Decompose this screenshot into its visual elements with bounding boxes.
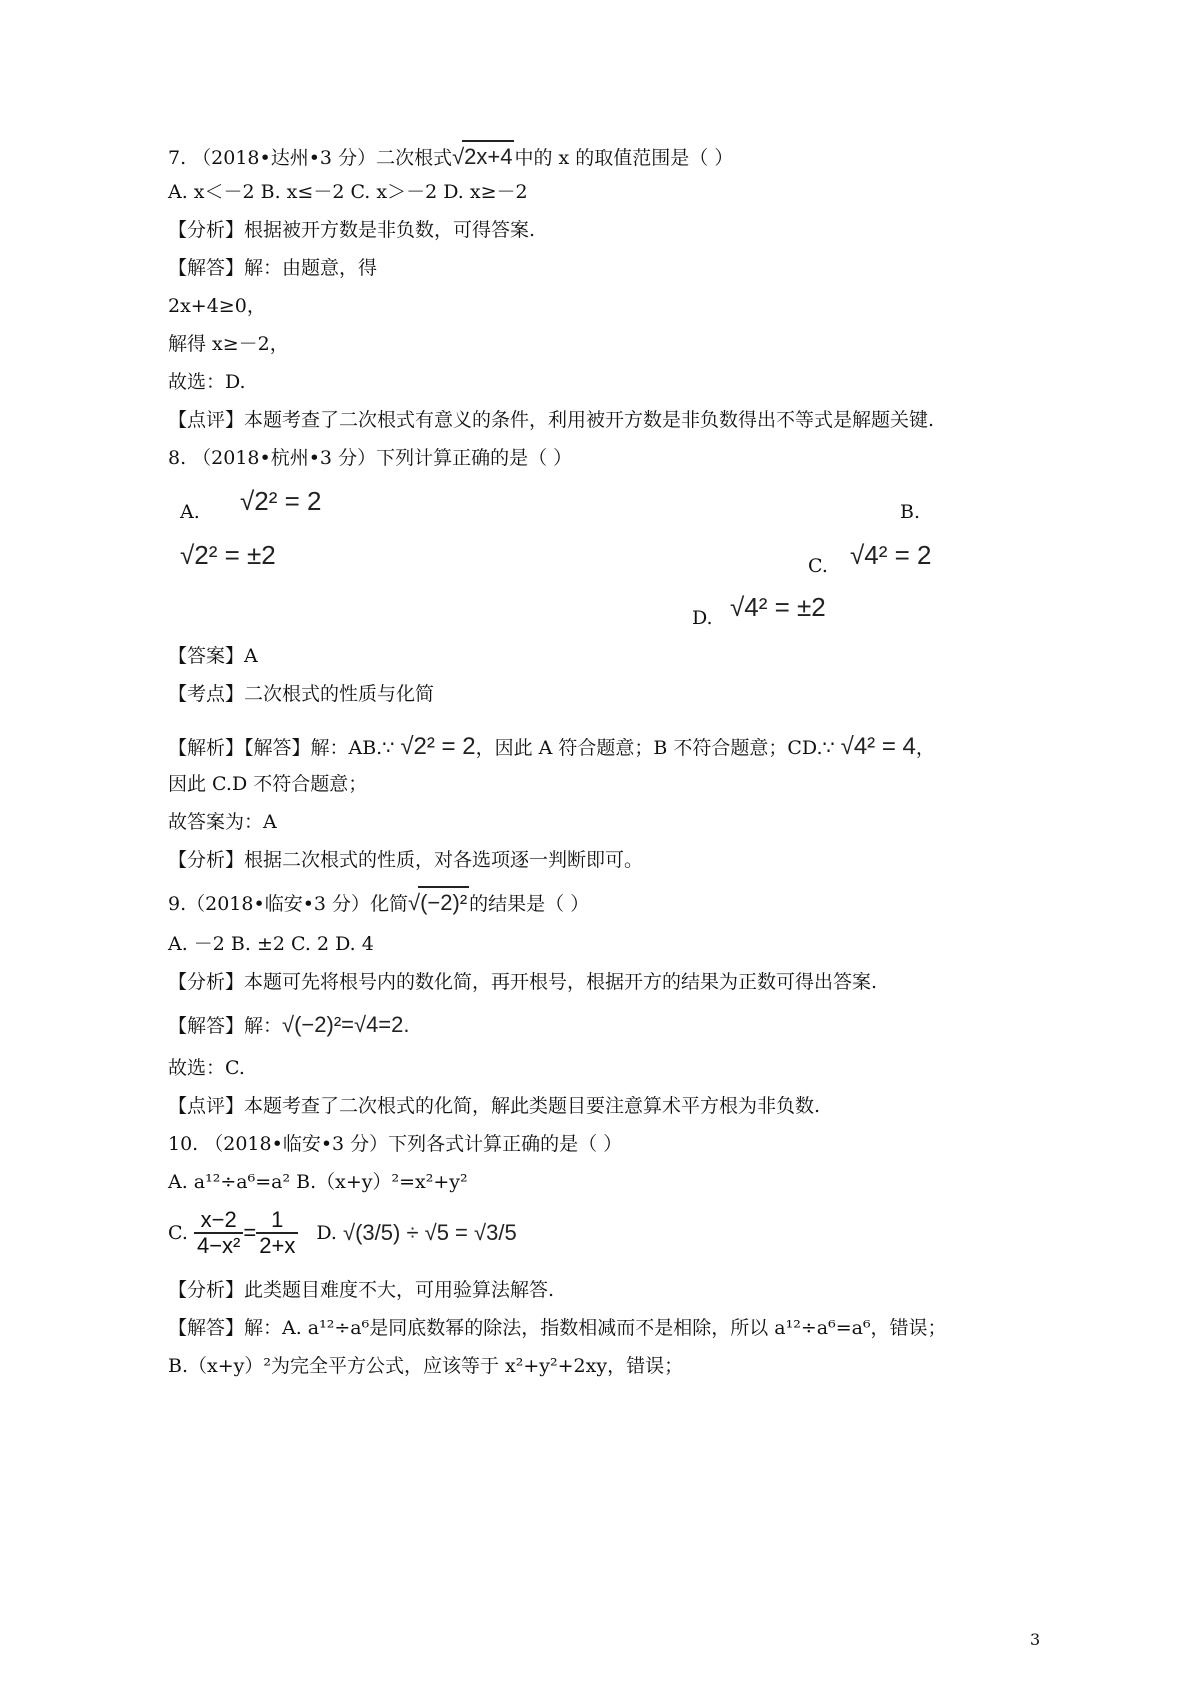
q10-option-c-rhs — [256, 1208, 298, 1258]
q7-solution: 【解答】解：由题意，得 — [168, 257, 378, 279]
q8-explain-suffix: ， — [915, 737, 935, 759]
q8-explain-formula-2: √4² = 4 — [840, 733, 916, 760]
q9-solution-formula: √(−2)²=√4=2. — [282, 1012, 410, 1037]
q8-option-a-label: A. — [180, 501, 200, 523]
q8-analysis: 【分析】根据二次根式的性质，对各选项逐一判断即可。 — [168, 849, 644, 871]
q8-option-c-formula: √4² = 2 — [850, 540, 932, 570]
q8-option-c-label: C. — [808, 555, 828, 577]
q8-explain-middle: ，因此 A 符合题意；B 不符合题意；CD.∵ — [475, 737, 835, 759]
q10-option-d-label: D. — [316, 1222, 337, 1244]
q9-radicand: (−2)² — [418, 886, 469, 918]
q7-choose: 故选：D. — [168, 371, 246, 393]
q7-options: A. x＜－2 B. x≤－2 C. x＞－2 D. x≥－2 — [168, 181, 528, 203]
q8-explanation — [168, 732, 935, 762]
q8-option-a-formula: √2² = 2 — [240, 486, 322, 516]
q7-step2: 解得 x≥－2， — [168, 333, 289, 355]
q8-heading: 8. （2018•杭州•3 分）下列计算正确的是（ ） — [168, 447, 573, 469]
q10-options-cd — [168, 1208, 517, 1260]
q8-option-d-label: D. — [692, 607, 713, 629]
q8-explain-prefix: 【解析】【解答】解：AB.∵ — [168, 737, 395, 759]
q10-solution-b: B.（x+y）²为完全平方公式，应该等于 x²+y²+2xy，错误； — [168, 1355, 684, 1377]
q10-option-c-label: C. — [168, 1222, 188, 1244]
q7-comment: 【点评】本题考查了二次根式有意义的条件，利用被开方数是非负数得出不等式是解题关键. — [168, 409, 935, 431]
q7-radical: √2x+4 — [452, 144, 514, 169]
q9-analysis: 【分析】本题可先将根号内的数化简，再开根号，根据开方的结果为正数可得出答案. — [168, 971, 878, 993]
q7-analysis: 【分析】根据被开方数是非负数，可得答案. — [168, 219, 536, 241]
q7-heading-prefix: 7. （2018•达州•3 分）二次根式 — [168, 147, 453, 169]
q8-option-d-formula: √4² = ±2 — [730, 592, 826, 622]
q7-step1: 2x+4≥0， — [168, 295, 266, 317]
q10-option-c-rhs-num: 1 — [256, 1208, 298, 1234]
q9-solution — [168, 1010, 410, 1040]
q9-heading — [168, 886, 589, 918]
q9-heading-suffix: 的结果是（ ） — [469, 893, 590, 915]
q10-options-ab: A. a¹²÷a⁶=a² B.（x+y）²=x²+y² — [168, 1171, 468, 1193]
q10-option-c-rhs-den: 2+x — [259, 1233, 296, 1258]
q9-solution-prefix: 【解答】解： — [168, 1015, 283, 1037]
q10-solution-a: 【解答】解：A. a¹²÷a⁶是同底数幂的除法，指数相减而不是相除，所以 a¹²÷a⁶=a⁶，错误； — [168, 1317, 947, 1339]
q9-heading-prefix: 9.（2018•临安•3 分）化简 — [168, 893, 409, 915]
q8-option-b-label: B. — [900, 501, 921, 523]
q9-comment: 【点评】本题考查了二次根式的化简，解此类题目要注意算术平方根为非负数. — [168, 1095, 821, 1117]
q7-heading-suffix: 中的 x 的取值范围是（ ） — [514, 147, 734, 169]
q8-final: 故答案为：A — [168, 811, 277, 833]
q9-choose: 故选：C. — [168, 1057, 245, 1079]
q10-analysis: 【分析】此类题目难度不大，可用验算法解答. — [168, 1279, 555, 1301]
q7-heading — [168, 140, 733, 172]
q8-point: 【考点】二次根式的性质与化简 — [168, 683, 435, 705]
q10-equals: = — [243, 1220, 257, 1245]
page-number: 3 — [1030, 1630, 1041, 1649]
q10-option-c-lhs — [194, 1208, 243, 1258]
q10-option-d-formula: √(3/5) ÷ √5 = √3/5 — [343, 1220, 517, 1245]
q8-option-b-formula: √2² = ±2 — [180, 540, 276, 570]
q9-radical: √(−2)² — [408, 890, 469, 915]
q8-explain-formula-1: √2² = 2 — [400, 733, 476, 760]
q10-option-c-lhs-num: x−2 — [194, 1208, 243, 1234]
q8-explain-line2: 因此 C.D 不符合题意； — [168, 773, 368, 795]
q8-answer: 【答案】A — [168, 645, 258, 667]
q7-radicand: 2x+4 — [462, 140, 514, 172]
q10-heading: 10. （2018•临安•3 分）下列各式计算正确的是（ ） — [168, 1133, 623, 1155]
q9-options: A. －2 B. ±2 C. 2 D. 4 — [168, 933, 374, 955]
q10-option-c-lhs-den: 4−x² — [196, 1233, 241, 1258]
